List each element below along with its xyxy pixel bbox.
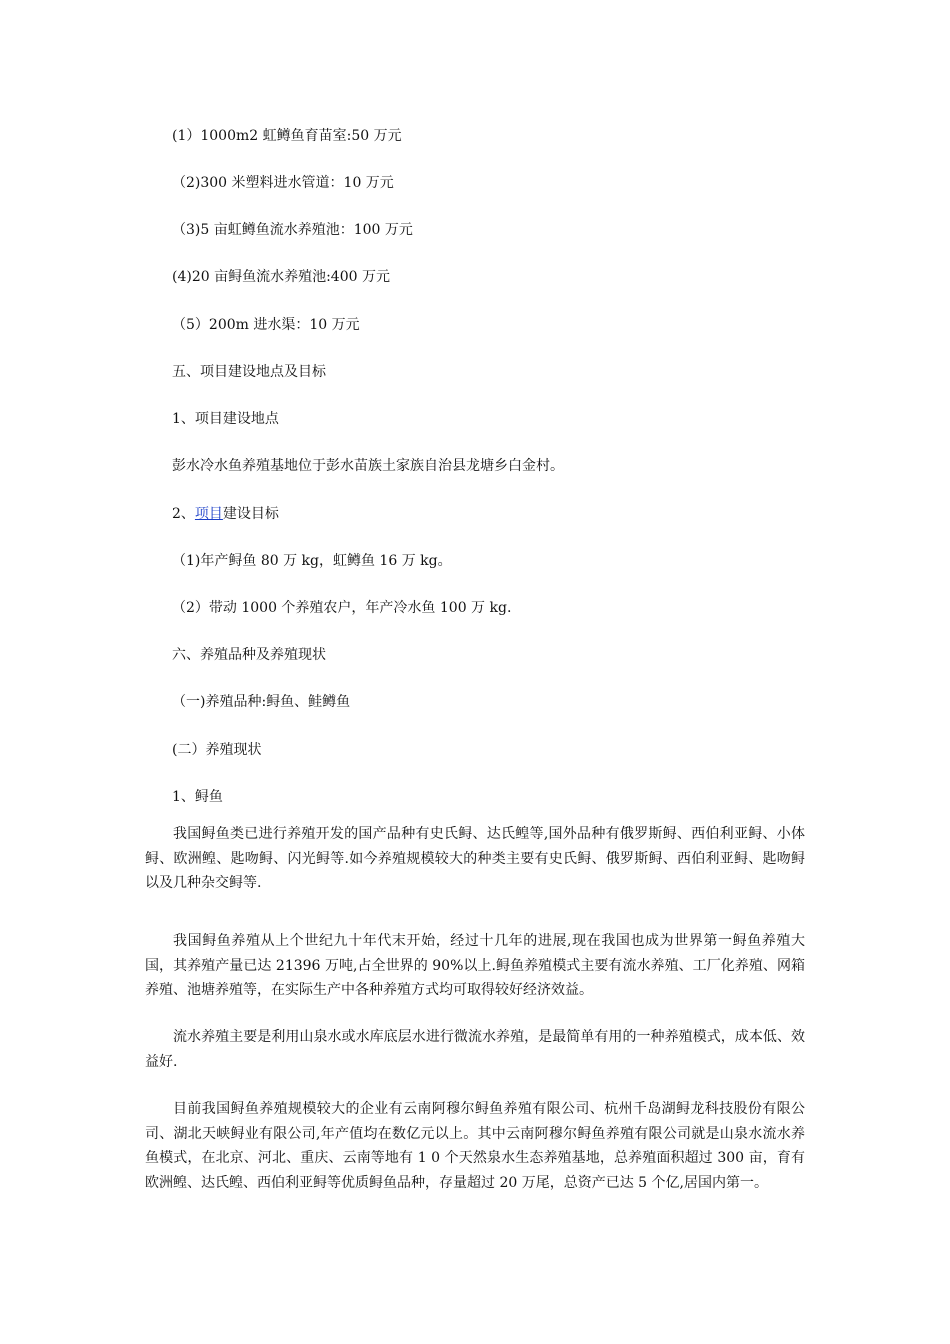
section-6-heading: 六、养殖品种及养殖现状 [172,647,326,663]
cost-item-5: （5）200m 进水渠：10 万元 [172,317,360,333]
paragraph-1: 我国鲟鱼类已进行养殖开发的国产品种有史氏鲟、达氏鳇等,国外品种有俄罗斯鲟、西伯利亚鲟、小体鲟、欧洲鳇、匙吻鲟、闪光鲟等.如今养殖规模较大的种类主要有史氏鲟、俄罗斯鲟、西伯利亚鲟、匙吻鲟以及几种杂交鲟等. [145,826,805,891]
section-6-sub-2: (二）养殖现状 [172,742,262,758]
paragraph-3: 流水养殖主要是利用山泉水或水库底层水进行微流水养殖，是最简单有用的一种养殖模式，成本低、效益好. [145,1029,805,1070]
project-link[interactable]: 项目 [194,506,223,522]
goal-1: （1)年产鲟鱼 80 万 kg，虹鳟鱼 16 万 kg。 [172,553,452,569]
section-6-sub-1: （一)养殖品种:鲟鱼、鲑鳟鱼 [172,694,351,710]
goal-2: （2）带动 1000 个养殖农户，年产冷水鱼 100 万 kg. [172,600,512,616]
paragraph-4: 目前我国鲟鱼养殖规模较大的企业有云南阿穆尔鲟鱼养殖有限公司、杭州千岛湖鲟龙科技股份有限公司、湖北天峡鲟业有限公司,年产值均在数亿元以上。其中云南阿穆尔鲟鱼养殖有限公司就是山泉水流水养鱼模式，在北京、河北、重庆、云南等地有 1 0 个天然泉水生态养殖基地，总养殖面积超过 300 亩，育有欧洲鳇、达氏鳇、西伯利亚鲟等优质鲟鱼品种，存量超过 20 万尾，总资产已达 5 个亿,居国内第一。 [145,1101,805,1191]
paragraph-2: 我国鲟鱼养殖从上个世纪九十年代末开始，经过十几年的进展,现在我国也成为世界第一鲟鱼养殖大国，其养殖产量已达 21396 万吨,占全世界的 90%以上.鲟鱼养殖模式主要有流水养殖、工厂化养殖、网箱养殖、池塘养殖等，在实际生产中各种养殖方式均可取得较好经济效益。 [145,933,805,998]
section-5-sub-2 [172,504,279,524]
location-text: 彭水冷水鱼养殖基地位于彭水苗族土家族自治县龙塘乡白金村。 [172,458,564,474]
section-6-sub-3: 1、鲟鱼 [172,789,223,805]
section-5-sub-1: 1、项目建设地点 [172,411,279,427]
sub-2-prefix: 2、 [172,506,195,522]
cost-item-2: （2)300 米塑料进水管道：10 万元 [172,175,394,191]
section-5-heading: 五、项目建设地点及目标 [172,364,326,380]
cost-item-4: (4)20 亩鲟鱼流水养殖池:400 万元 [172,269,390,285]
cost-item-3: （3)5 亩虹鳟鱼流水养殖池：100 万元 [172,222,413,238]
sub-2-suffix: 建设目标 [222,506,279,522]
cost-item-1: (1）1000m2 虹鳟鱼育苗室:50 万元 [172,128,402,144]
